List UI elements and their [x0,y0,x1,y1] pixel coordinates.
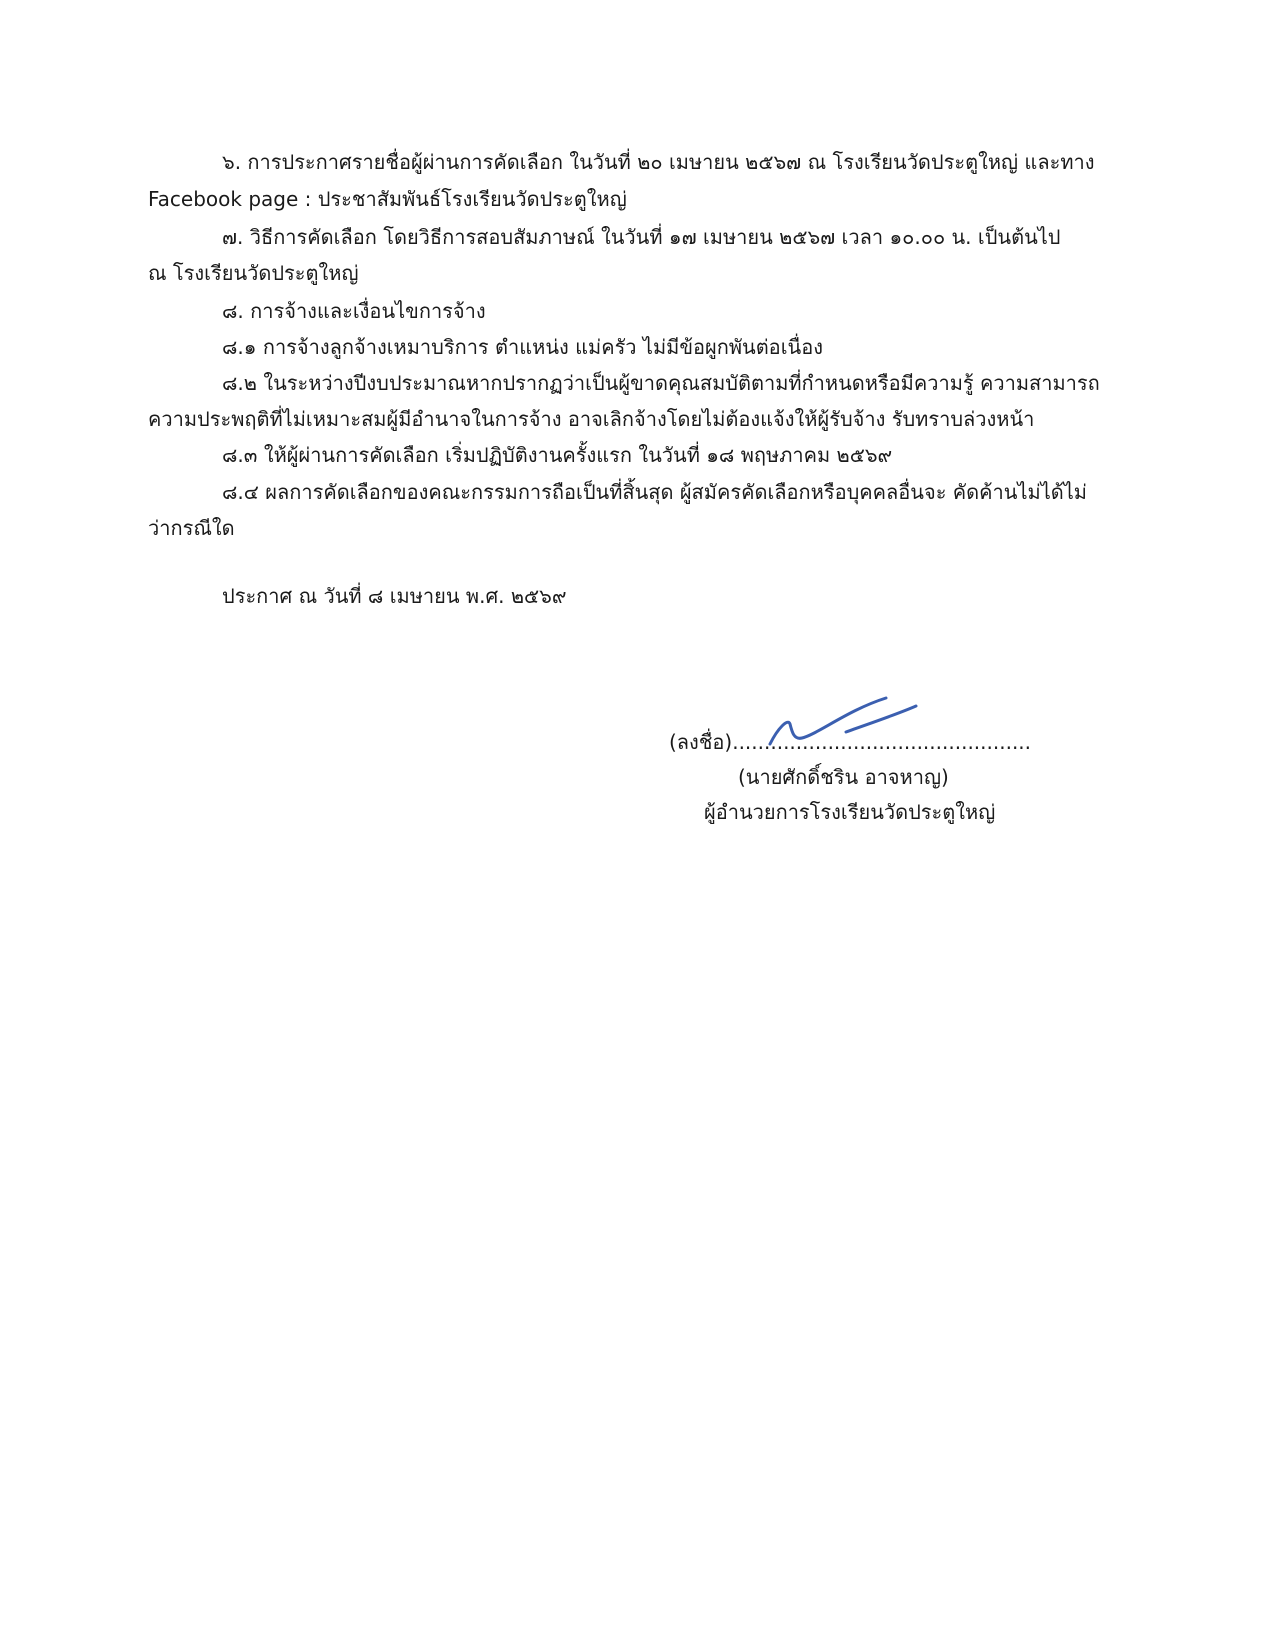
announce-date: ประกาศ ณ วันที่ ๘ เมษายน พ.ศ. ๒๕๖๙ [222,584,567,608]
item-8-2-line-2: ความประพฤติที่ไม่เหมาะสมผู้มีอำนาจในการจ้าง อาจเลิกจ้างโดยไม่ต้องแจ้งให้ผู้รับจ้าง รับทราบล่วงหน้า [148,407,1035,431]
item-8-2-line-1: ๘.๒ ในระหว่างปีงบประมาณหากปรากฏว่าเป็นผู้ขาดคุณสมบัติตามที่กำหนดหรือมีความรู้ ความสามารถ [222,371,1100,395]
item-8-4-line-1: ๘.๔ ผลการคัดเลือกของคณะกรรมการถือเป็นที่สิ้นสุด ผู้สมัครคัดเลือกหรือบุคคลอื่นจะ คัดค้านไม่ได้ไม่ [222,480,1087,504]
item-6-line-1: ๖. การประกาศรายชื่อผู้ผ่านการคัดเลือก ในวันที่ ๒๐ เมษายน ๒๕๖๗ ณ โรงเรียนวัดประตูใหญ่ และทาง [222,150,1095,174]
signature-line: (ลงชื่อ)............................................... [669,730,1032,754]
item-7-line-1: ๗. วิธีการคัดเลือก โดยวิธีการสอบสัมภาษณ์ ในวันที่ ๑๗ เมษายน ๒๕๖๗ เวลา ๑๐.๐๐ น. เป็นต้นไป [222,225,1061,249]
item-8-3: ๘.๓ ให้ผู้ผ่านการคัดเลือก เริ่มปฏิบัติงานครั้งแรก ในวันที่ ๑๘ พฤษภาคม ๒๕๖๙ [222,443,893,467]
signer-position: ผู้อำนวยการโรงเรียนวัดประตูใหญ่ [704,800,996,824]
item-6-line-2: Facebook page : ประชาสัมพันธ์โรงเรียนวัดประตูใหญ่ [148,187,627,211]
item-8-4-line-2: ว่ากรณีใด [148,516,235,540]
item-7-line-2: ณ โรงเรียนวัดประตูใหญ่ [148,261,359,285]
item-8-title: ๘. การจ้างและเงื่อนไขการจ้าง [222,299,486,323]
item-8-1: ๘.๑ การจ้างลูกจ้างเหมาบริการ ตำแหน่ง แม่ครัว ไม่มีข้อผูกพันต่อเนื่อง [222,335,823,359]
signer-name: (นายศักดิ์ชริน อาจหาญ) [738,765,949,789]
